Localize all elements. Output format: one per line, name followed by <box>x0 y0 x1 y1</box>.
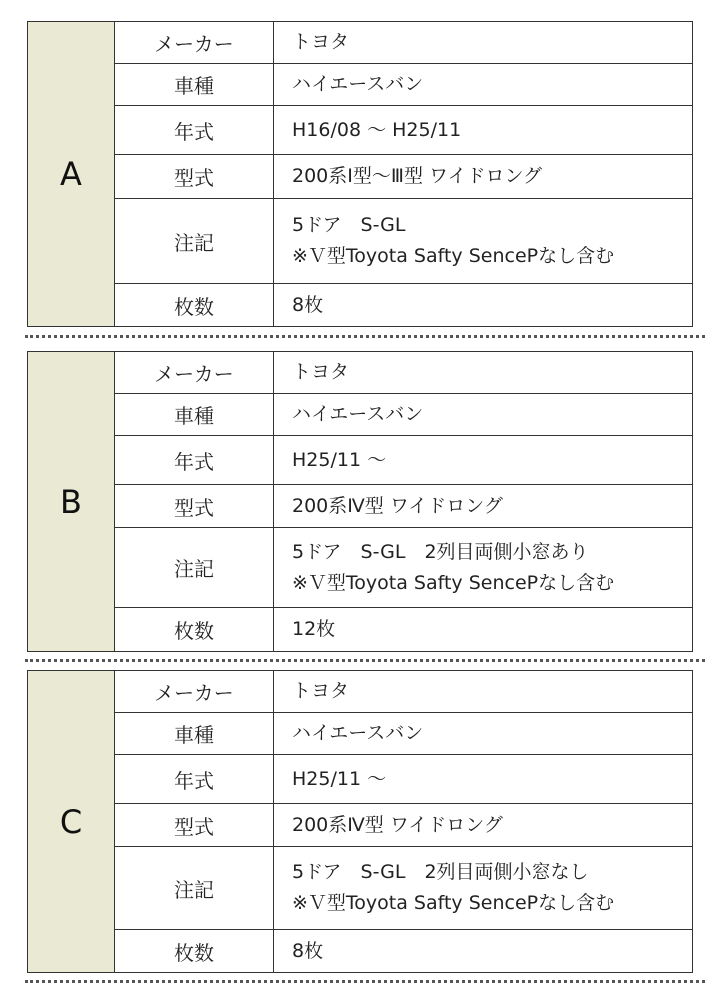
row-model <box>115 64 692 106</box>
label-type: 型式 <box>115 485 274 527</box>
variant-letter: C <box>28 671 115 972</box>
label-maker: メーカー <box>115 22 274 63</box>
label-maker: メーカー <box>115 352 274 393</box>
row-count <box>115 930 692 972</box>
row-note <box>115 528 692 608</box>
label-model: 車種 <box>115 713 274 754</box>
row-type <box>115 804 692 847</box>
row-type <box>115 155 692 199</box>
value-count: 8枚 <box>292 939 324 962</box>
value-maker: トヨタ <box>292 361 350 383</box>
row-year <box>115 106 692 155</box>
label-maker: メーカー <box>115 671 274 712</box>
value-model: ハイエースバン <box>292 403 424 425</box>
spec-rows <box>115 352 692 651</box>
value-count: 8枚 <box>292 293 324 316</box>
row-year <box>115 436 692 485</box>
value-type: 200系Ⅳ型 ワイドロング <box>292 813 503 836</box>
row-note <box>115 199 692 284</box>
note-line-1: 5ドア S-GL 2列目両側小窓あり <box>292 540 589 563</box>
value-maker: トヨタ <box>292 31 350 53</box>
spec-rows <box>115 671 692 972</box>
spec-table-a <box>27 21 693 327</box>
value-model: ハイエースバン <box>292 722 424 744</box>
spec-table-b <box>27 351 693 652</box>
note-line-2: ※Ｖ型Toyota Safty SencePなし含む <box>292 892 615 914</box>
label-model: 車種 <box>115 64 274 105</box>
value-year: H25/11 ～ <box>292 767 387 790</box>
label-note: 注記 <box>115 528 274 607</box>
row-note <box>115 847 692 930</box>
label-year: 年式 <box>115 106 274 154</box>
note-line-2: ※Ｖ型Toyota Safty SencePなし含む <box>292 571 615 594</box>
note-line-2: ※Ｖ型Toyota Safty SencePなし含む <box>292 245 615 267</box>
label-note: 注記 <box>115 847 274 929</box>
value-count: 12枚 <box>292 618 336 640</box>
note-line-1: 5ドア S-GL <box>292 214 406 236</box>
label-count: 枚数 <box>115 284 274 326</box>
row-year <box>115 755 692 804</box>
value-year: H16/08 ～ H25/11 <box>292 118 462 141</box>
variant-letter: A <box>28 22 115 326</box>
dotted-divider <box>25 980 705 983</box>
row-maker <box>115 22 692 64</box>
row-count <box>115 284 692 326</box>
label-year: 年式 <box>115 436 274 484</box>
row-maker <box>115 352 692 394</box>
row-model <box>115 394 692 436</box>
note-line-1: 5ドア S-GL 2列目両側小窓なし <box>292 861 589 883</box>
label-count: 枚数 <box>115 930 274 972</box>
row-type <box>115 485 692 528</box>
value-note <box>274 528 692 607</box>
label-type: 型式 <box>115 804 274 846</box>
value-type: 200系Ⅳ型 ワイドロング <box>292 494 503 517</box>
row-count <box>115 608 692 651</box>
value-note <box>274 847 692 929</box>
label-note: 注記 <box>115 199 274 283</box>
variant-letter: B <box>28 352 115 651</box>
spec-rows <box>115 22 692 326</box>
row-model <box>115 713 692 755</box>
label-count: 枚数 <box>115 608 274 651</box>
value-model: ハイエースバン <box>292 73 424 95</box>
row-maker <box>115 671 692 713</box>
value-type: 200系Ⅰ型～Ⅲ型 ワイドロング <box>292 165 543 187</box>
dotted-divider <box>25 335 705 338</box>
spec-table-c <box>27 670 693 973</box>
label-model: 車種 <box>115 394 274 435</box>
value-year: H25/11 ～ <box>292 448 387 471</box>
label-type: 型式 <box>115 155 274 198</box>
value-maker: トヨタ <box>292 680 350 702</box>
label-year: 年式 <box>115 755 274 803</box>
dotted-divider <box>25 659 705 662</box>
value-note <box>274 199 692 283</box>
